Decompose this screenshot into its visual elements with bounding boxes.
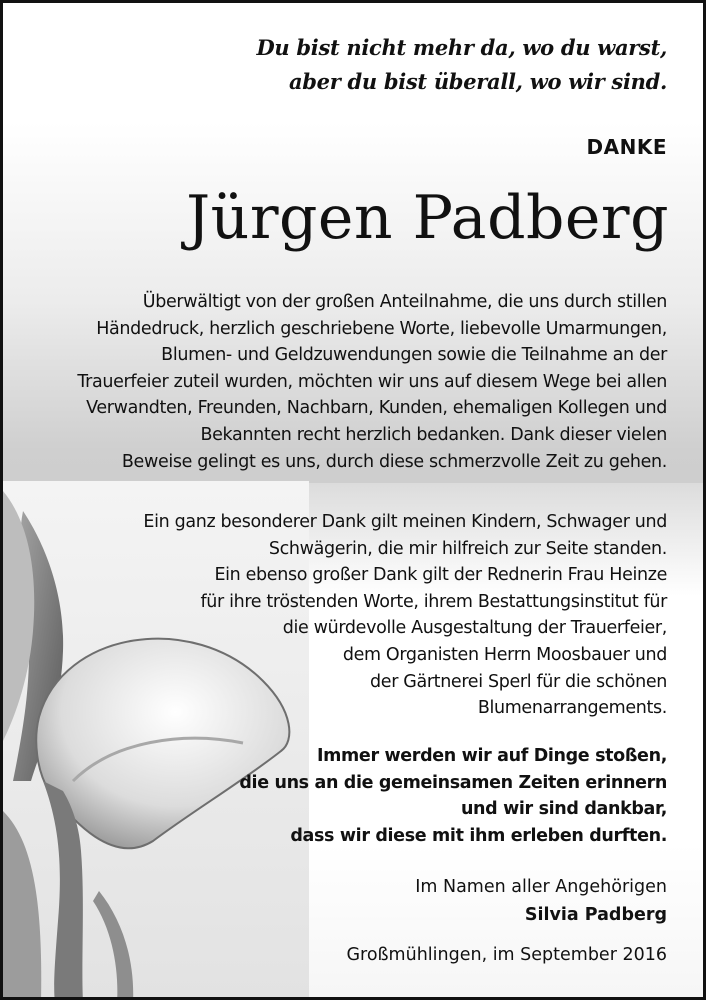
signature-block bbox=[415, 873, 667, 929]
danke-heading: DANKE bbox=[586, 135, 667, 159]
closing-verse bbox=[239, 743, 667, 849]
paragraph-line: Blumenarrangements. bbox=[477, 698, 667, 719]
paragraph-line: dem Organisten Herrn Moosbauer und bbox=[342, 644, 667, 665]
closing-line: die uns an die gemeinsamen Zeiten erinnern bbox=[239, 772, 667, 793]
motto-line: aber du bist überall, wo wir sind. bbox=[288, 69, 667, 94]
paragraph-line: Ein ganz besonderer Dank gilt meinen Kindern, Schwager und bbox=[143, 512, 667, 532]
signature-name: Silvia Padberg bbox=[524, 905, 667, 925]
paragraph-line: Verwandten, Freunden, Nachbarn, Kunden, ehemaligen Kollegen und bbox=[86, 398, 667, 419]
closing-line: und wir sind dankbar, bbox=[460, 799, 667, 820]
deceased-name: Jürgen Padberg bbox=[186, 183, 669, 253]
paragraph-line: Blumen- und Geldzuwendungen sowie die Teilnahme an der bbox=[161, 345, 667, 366]
motto-line: Du bist nicht mehr da, wo du warst, bbox=[256, 35, 667, 60]
paragraph-line: die würdevolle Ausgestaltung der Trauerfeier, bbox=[282, 618, 667, 639]
paragraph-line: Bekannten recht herzlich bedanken. Dank dieser vielen bbox=[200, 424, 667, 445]
paragraph-line: Beweise gelingt es uns, durch diese schmerzvolle Zeit zu gehen. bbox=[121, 451, 667, 472]
signature-intro: Im Namen aller Angehörigen bbox=[415, 877, 667, 897]
paragraph-line: Händedruck, herzlich geschriebene Worte, liebevolle Umarmungen, bbox=[96, 318, 667, 339]
place-and-date: Großmühlingen, im September 2016 bbox=[346, 945, 667, 965]
paragraph-line: der Gärtnerei Sperl für die schönen bbox=[370, 671, 667, 692]
closing-line: Immer werden wir auf Dinge stoßen, bbox=[317, 746, 667, 766]
special-thanks-paragraph bbox=[143, 509, 667, 722]
thanks-paragraph bbox=[77, 289, 667, 475]
paragraph-line: Ein ebenso großer Dank gilt der Rednerin Frau Heinze bbox=[214, 565, 667, 586]
paragraph-line: Schwägerin, die mir hilfreich zur Seite standen. bbox=[268, 538, 667, 559]
paragraph-line: für ihre tröstenden Worte, ihrem Bestattungsinstitut für bbox=[200, 591, 667, 612]
paragraph-line: Trauerfeier zuteil wurden, möchten wir uns auf diesem Wege bei allen bbox=[77, 371, 667, 392]
paragraph-line: Überwältigt von der großen Anteilnahme, die uns durch stillen bbox=[142, 292, 667, 312]
closing-line: dass wir diese mit ihm erleben durften. bbox=[290, 825, 667, 846]
motto-verse bbox=[257, 31, 667, 99]
